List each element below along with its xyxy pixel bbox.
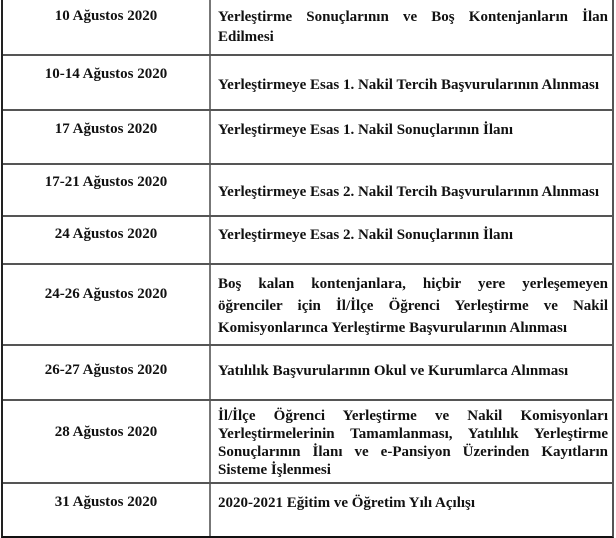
table-row [3,344,612,399]
event-cell: 2020-2021 Eğitim ve Öğretim Yılı Açılışı [218,495,476,511]
event-cell: Yerleştirmeye Esas 1. Nakil Tercih Başvurularının Alınması [218,77,599,93]
date-cell: 26-27 Ağustos 2020 [3,346,211,399]
event-cell: İl/İlçe Öğrenci Yerleştirme ve Nakil Komisyonları Yerleştirmelerinin Tamamlanması, Yatılılık Yerleştirme Sonuçlarının İlanı ve e-Pansiyon Üzerinden Kayıtların Sisteme İşlenmesi [218,408,608,478]
date-cell: 17-21 Ağustos 2020 [3,165,211,215]
table-row [3,263,612,344]
table-row [3,482,612,536]
event-cell: Yerleştirmeye Esas 2. Nakil Sonuçlarının İlanı [218,227,514,243]
event-cell: Yerleştirmeye Esas 1. Nakil Sonuçlarının İlanı [218,122,514,138]
date-cell: 31 Ağustos 2020 [3,484,211,536]
table-row [3,215,612,263]
date-cell: 24 Ağustos 2020 [3,217,211,263]
date-cell: 10 Ağustos 2020 [3,0,211,54]
table-row [3,163,612,215]
schedule-table [1,0,614,538]
event-cell: Boş kalan kontenjanlara, hiçbir yere yerleşemeyen öğrenciler için İl/İlçe Öğrenci Yerleştirme ve Nakil Komisyonlarınca Yerleştirme Başvurularının Alınması [218,276,608,336]
event-cell: Yatılılık Başvurularının Okul ve Kurumlarca Alınması [218,363,569,379]
event-cell: Yerleştirmeye Esas 2. Nakil Tercih Başvurularının Alınması [218,184,599,200]
date-cell: 24-26 Ağustos 2020 [3,265,211,344]
date-cell: 17 Ağustos 2020 [3,111,211,163]
event-cell: Yerleştirme Sonuçlarının ve Boş Kontenjanların İlan Edilmesi [218,9,608,45]
date-cell: 10-14 Ağustos 2020 [3,56,211,109]
table-row [3,54,612,109]
table-row [3,109,612,163]
date-cell: 28 Ağustos 2020 [3,401,211,482]
table-row [3,399,612,482]
table-row [3,0,612,54]
